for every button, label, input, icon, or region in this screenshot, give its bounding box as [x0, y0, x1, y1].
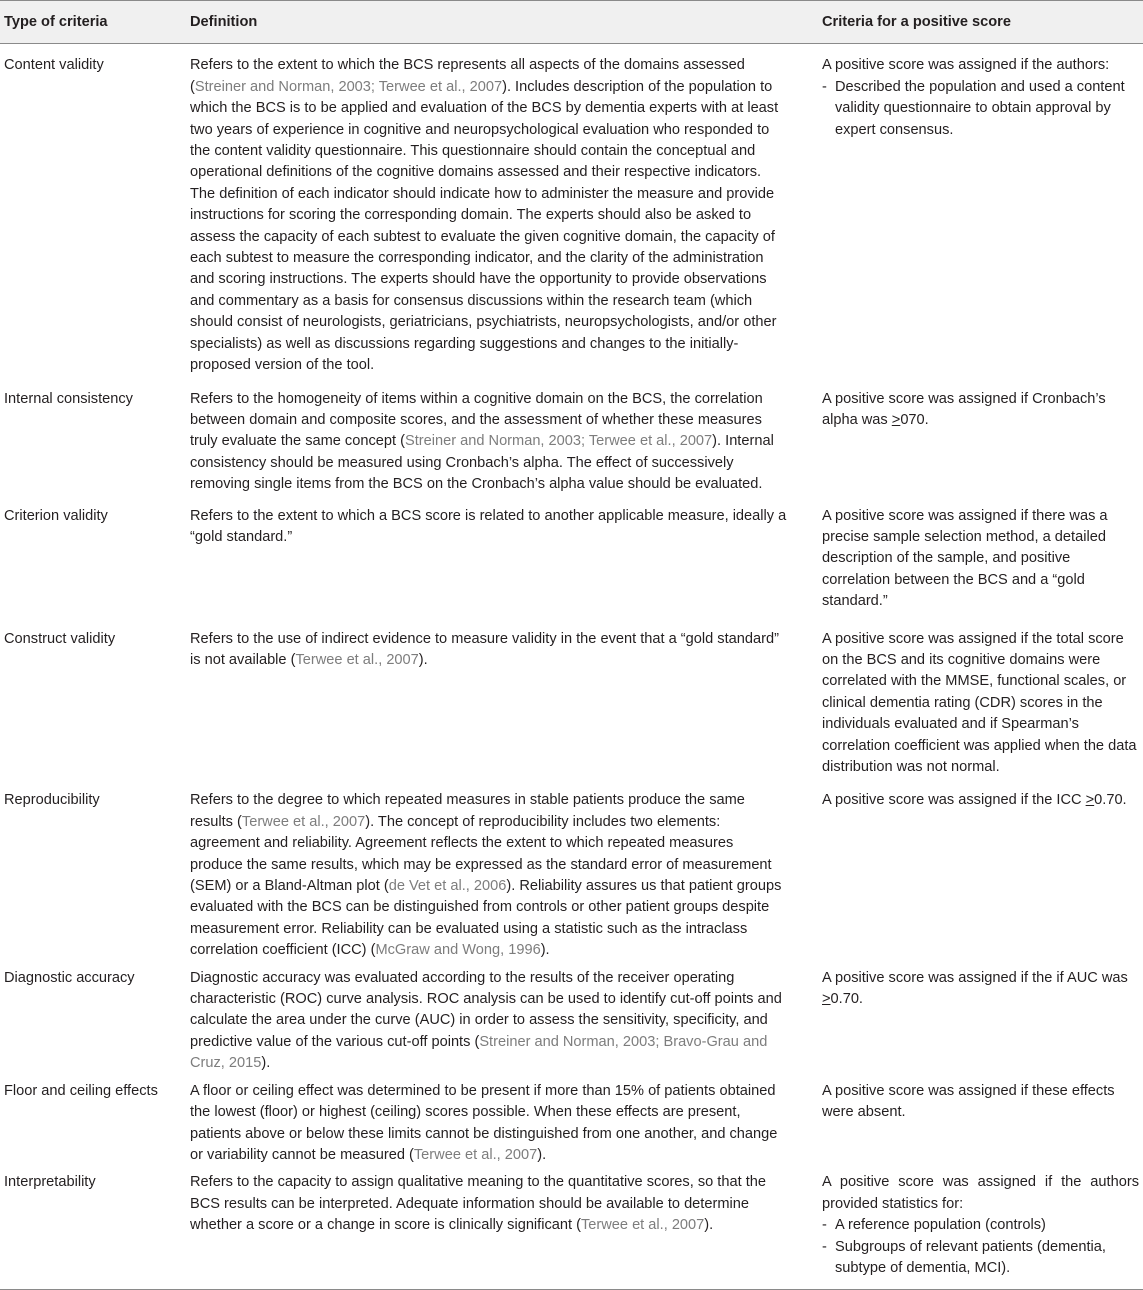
- definition-text: Refers to the capacity to assign qualitative meaning to the quantitative scores, so that the BCS results can be interpreted. Adequate information should be available to determine whether a score or a change in score is clinically significant (: [190, 1174, 766, 1234]
- positive-score-criteria-cell: [818, 629, 1143, 791]
- positive-score-criteria-cell: [818, 44, 1143, 389]
- criteria-type-cell: Reproducibility: [4, 792, 100, 809]
- header-type: Type of criteria: [0, 1, 186, 44]
- criteria-text: A positive score was assigned if these effects were absent.: [822, 1082, 1115, 1121]
- citation-text: Terwee et al., 2007: [241, 813, 366, 830]
- criteria-text: A positive score was assigned if Cronbach’s alpha was: [822, 390, 1106, 428]
- definition-text: ).: [418, 651, 428, 668]
- definition-text: ).: [261, 1055, 271, 1072]
- definition-text: ).: [540, 942, 550, 959]
- table-header-row: [0, 1, 1143, 44]
- criteria-type-cell: Floor and ceiling effects: [4, 1082, 158, 1099]
- citation-text: Terwee et al., 2007: [295, 651, 419, 668]
- header-definition: Definition: [186, 1, 818, 44]
- criteria-text: A positive score was assigned if there was a precise sample selection method, a detailed description of the sample, and positive correlation between the BCS and a “gold standard.”: [822, 507, 1108, 610]
- table-row: [0, 506, 1143, 629]
- list-item: - Described the population and used a content validity questionnaire to obtain approval by expert consensus.: [822, 77, 1139, 141]
- definition-text: Refers to the extent to which the BCS represents all aspects of the domains assessed (: [190, 57, 745, 95]
- definition-cell: [186, 968, 818, 1081]
- definition-cell: [186, 790, 818, 967]
- citation-text: Terwee et al., 2007: [580, 1217, 705, 1234]
- definition-cell: [186, 506, 818, 629]
- criteria-text: 070.: [900, 411, 929, 428]
- definition-cell: [186, 1172, 818, 1290]
- definition-text: Refers to the use of indirect evidence to measure validity in the event that a “gold standard” is not available (: [190, 630, 779, 668]
- definition-text: Refers to the extent to which a BCS score is related to another applicable measure, ideally a “gold standard.”: [190, 507, 787, 545]
- citation-text: Terwee et al., 2007: [413, 1146, 538, 1163]
- table-row: [0, 968, 1143, 1081]
- definition-text: ).: [704, 1217, 714, 1234]
- definition-text: ).: [537, 1146, 547, 1163]
- table-row: [0, 1081, 1143, 1173]
- criteria-type-cell: Content validity: [4, 57, 104, 74]
- definition-cell: [186, 389, 818, 506]
- criteria-type-cell: Interpretability: [0, 1172, 186, 1290]
- criteria-type-cell: Diagnostic accuracy: [4, 969, 135, 986]
- positive-score-criteria-cell: [818, 506, 1143, 629]
- criteria-list: [822, 77, 1139, 141]
- criteria-type-cell: Construct validity: [4, 630, 116, 647]
- table-row: [0, 389, 1143, 506]
- list-item: - Subgroups of relevant patients (dementia, subtype of dementia, MCI).: [822, 1237, 1139, 1280]
- criteria-text: 0.70.: [1094, 792, 1127, 809]
- definition-cell: [186, 1081, 818, 1173]
- criteria-type-cell: Internal consistency: [4, 390, 133, 407]
- definition-cell: [186, 44, 818, 389]
- citation-text: Streiner and Norman, 2003; Terwee et al., 2007: [194, 78, 503, 95]
- positive-score-criteria-cell: [818, 1081, 1143, 1173]
- geq-symbol: >: [891, 411, 901, 428]
- header-criteria: Criteria for a positive score: [818, 1, 1143, 44]
- criteria-text: A positive score was assigned if the total score on the BCS and its cognitive domains were correlated with the MMSE, functional scales, or clinical dementia rating (CDR) scores in the individuals evaluated and if Spearman’s correlation coefficient was applied when the data distribution was not normal.: [822, 630, 1137, 775]
- table-row: [0, 790, 1143, 967]
- positive-score-criteria-cell: [818, 790, 1143, 967]
- geq-symbol: >: [1085, 792, 1095, 809]
- citation-text: McGraw and Wong, 1996: [375, 942, 541, 959]
- positive-score-criteria-cell: [818, 1172, 1143, 1290]
- definition-text: A floor or ceiling effect was determined to be present if more than 15% of patients obtained the lowest (floor) or highest (ceiling) scores possible. When these effects are present, patients above or below these limits cannot be distinguished from one another, and change or variability cannot be measured (: [190, 1082, 778, 1163]
- citation-text: de Vet et al., 2006: [388, 878, 507, 895]
- definition-text: ). Internal consistency should be measured using Cronbach’s alpha. The effect of successively removing single items from the BCS on the Cronbach’s alpha value should be evaluated.: [190, 433, 774, 493]
- positive-score-criteria-cell: [818, 968, 1143, 1081]
- definition-text: Refers to the degree to which repeated measures in stable patients produce the same results (: [190, 792, 745, 830]
- geq-symbol: >: [822, 991, 831, 1008]
- definition-text: Diagnostic accuracy was evaluated according to the results of the receiver operating characteristic (ROC) curve analysis. ROC analysis can be used to identify cut-off points and calculate the area under the curve (AUC) in order to assess the sensitivity, specificity, and predictive value of the various cut-off points (: [190, 969, 782, 1050]
- criteria-type-cell: Criterion validity: [4, 507, 108, 524]
- criteria-text: A positive score was assigned if the authors provided statistics for:: [822, 1174, 1139, 1212]
- criteria-text: A positive score was assigned if the authors:: [822, 57, 1110, 74]
- positive-score-criteria-cell: [818, 389, 1143, 506]
- citation-text: Streiner and Norman, 2003; Bravo-Grau and Cruz, 2015: [190, 1033, 768, 1072]
- definition-text: ). Reliability assures us that patient groups evaluated with the BCS can be distinguished from controls or other patient groups despite measurement error. Reliability can be evaluated using a statistic such as the intraclass correlation coefficient (ICC) (: [190, 878, 782, 959]
- table-row: [0, 1172, 1143, 1290]
- table-body: [0, 44, 1143, 1290]
- definition-cell: [186, 629, 818, 791]
- definition-text: ). Includes description of the population to which the BCS is to be applied and evaluation of the BCS by dementia experts with at least two years of experience in cognitive and neuropsychological evaluation who responded to the content validity questionnaire. This questionnaire should contain the conceptual and operational definitions of the cognitive domains assessed and their respective indicators. The definition of each indicator should indicate how to administer the measure and provide instructions for scoring the corresponding domain. The experts should also be asked to assess the capacity of each subtest to evaluate the given cognitive domain, the capacity of each subtest to measure the corresponding indicator, and the clarity of the administration and scoring instructions. The experts should have the opportunity to provide observations and commentary as a basis for consensus discussions within the research team (which should consist of neurologists, geriatricians, psychiatrists, neuropsychologists, and/or other specialists) as well as discussions regarding suggestions and changes to the initially-proposed version of the tool.: [190, 78, 779, 374]
- table-row: [0, 629, 1143, 791]
- definition-text: Refers to the homogeneity of items within a cognitive domain on the BCS, the correlation between domain and composite scores, and the assessment of whether these measures truly evaluate the same concept (: [190, 390, 763, 450]
- criteria-text: A positive score was assigned if the ICC: [822, 792, 1086, 809]
- definition-text: ). The concept of reproducibility includes two elements: agreement and reliability. Agreement reflects the extent to which repeated measures produce the same results, which may be expressed as the standard error of measurement (SEM) or a Bland-Altman plot (: [190, 813, 772, 895]
- list-item: - A reference population (controls): [822, 1215, 1139, 1236]
- criteria-text: A positive score was assigned if the if AUC was: [822, 969, 1128, 986]
- criteria-text: 0.70.: [830, 991, 863, 1008]
- citation-text: Streiner and Norman, 2003; Terwee et al., 2007: [404, 433, 713, 450]
- criteria-list: [822, 1215, 1139, 1279]
- table-row: [0, 44, 1143, 389]
